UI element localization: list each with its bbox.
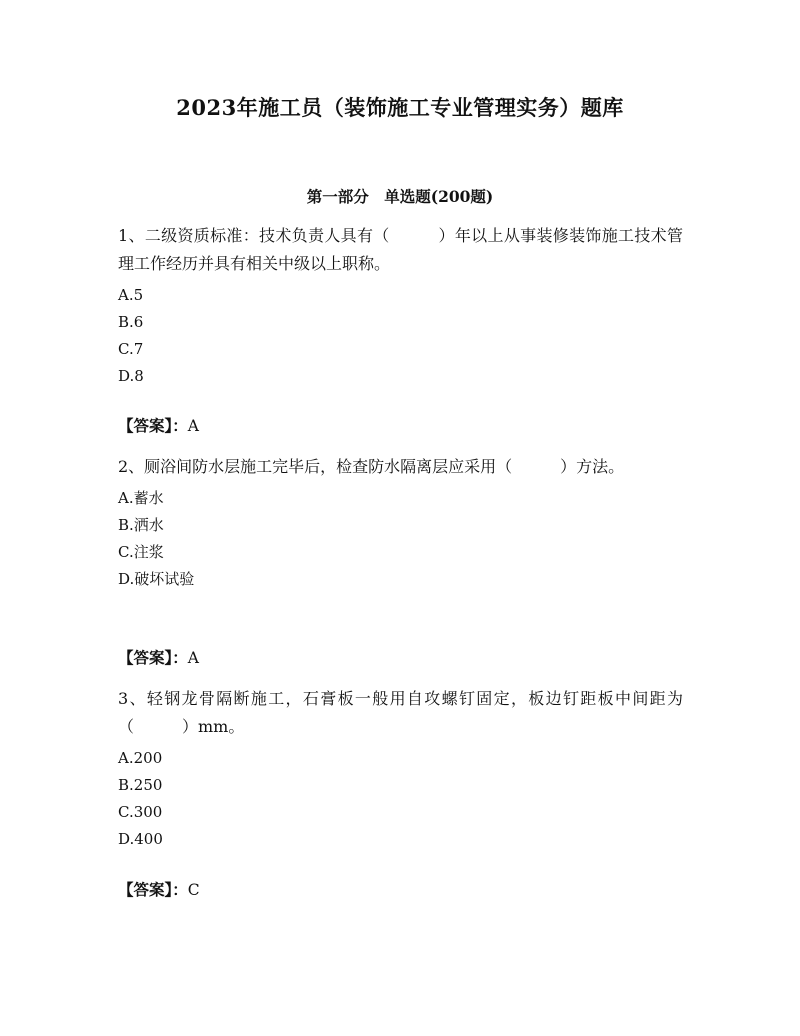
option-c: C.300 xyxy=(118,803,163,821)
answer-value: A xyxy=(187,417,199,435)
document-title: 2023年施工员（装饰施工专业管理实务）题库 xyxy=(176,95,624,120)
answer-1 xyxy=(118,414,199,438)
answer-label: 【答案】： xyxy=(118,416,188,435)
answer-value: A xyxy=(187,649,199,667)
option-a: A.200 xyxy=(118,749,163,767)
option-c: C.7 xyxy=(118,340,144,358)
option-a: A.5 xyxy=(118,286,144,304)
answer-value: C xyxy=(187,881,200,899)
question-3 xyxy=(118,685,683,853)
option-d: D.8 xyxy=(118,367,144,385)
question-stem: 2、厕浴间防水层施工完毕后，检查防水隔离层应采用（ ）方法。 xyxy=(118,457,625,476)
option-b: B.洒水 xyxy=(118,516,164,534)
option-c: C.注浆 xyxy=(118,543,164,561)
option-d: D.破坏试验 xyxy=(118,570,195,588)
answer-label: 【答案】： xyxy=(118,648,188,667)
answer-label: 【答案】： xyxy=(118,880,188,899)
question-2 xyxy=(118,453,683,593)
answer-3 xyxy=(118,878,200,902)
question-stem: 3、轻钢龙骨隔断施工，石膏板一般用自攻螺钉固定，板边钉距板中间距为（ ）mm。 xyxy=(118,689,683,736)
answer-2 xyxy=(118,646,199,670)
option-b: B.250 xyxy=(118,776,163,794)
option-d: D.400 xyxy=(118,830,163,848)
question-1 xyxy=(118,222,683,390)
question-stem: 1、二级资质标准：技术负责人具有（ ）年以上从事装修装饰施工技术管理工作经历并具有相关中级以上职称。 xyxy=(118,226,683,273)
option-a: A.蓄水 xyxy=(118,489,164,507)
section-title: 第一部分 单选题(200题) xyxy=(306,187,494,206)
option-b: B.6 xyxy=(118,313,144,331)
